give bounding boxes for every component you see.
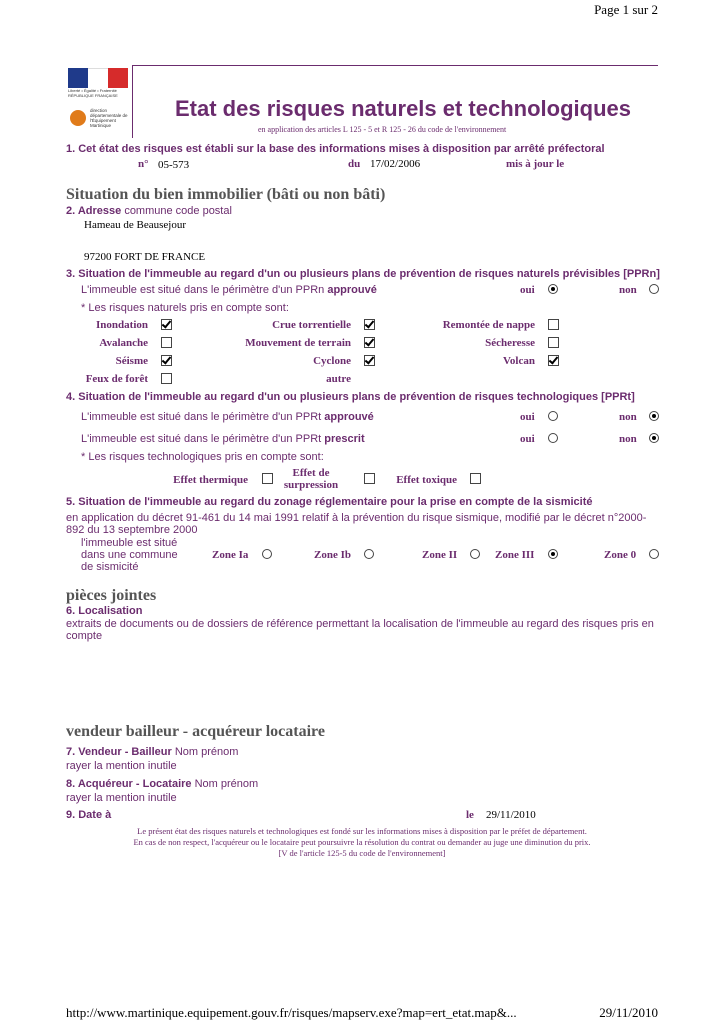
s1-maj-label: mis à jour le [506, 158, 565, 170]
page-title: Etat des risques naturels et technologiques [175, 96, 631, 121]
address-line-2: 97200 FORT DE FRANCE [84, 251, 206, 263]
effect-surpression: Effet de surpression [283, 467, 339, 491]
s6-text: extraits de documents ou de dossiers de référence permettant la localisation de l'immeuble au regard des risques pris en compte [66, 618, 654, 642]
s1-n-value: 05-573 [158, 159, 190, 171]
s3-oui-label: oui [520, 284, 535, 296]
risk-remontee-nappe: Remontée de nappe [442, 319, 535, 331]
risk-cyclone: Cyclone [313, 355, 351, 367]
seisme-checkbox[interactable] [161, 355, 172, 366]
s3-oui-radio[interactable] [548, 284, 558, 294]
secheresse-checkbox[interactable] [548, 337, 559, 348]
zone-ib-radio[interactable] [364, 549, 374, 559]
s8-sub: rayer la mention inutile [66, 792, 177, 804]
s4-question-1: L'immeuble est situé dans le périmètre d'un PPRt approuvé [81, 411, 374, 423]
mouvement-terrain-checkbox[interactable] [364, 337, 375, 348]
risk-crue-torrentielle: Crue torrentielle [272, 319, 351, 331]
risk-secheresse: Sécheresse [485, 337, 535, 349]
zone-0-label: Zone 0 [604, 549, 637, 561]
s9-date: 29/11/2010 [486, 809, 536, 821]
s7-vendeur: 7. Vendeur - Bailleur Nom prénom [66, 746, 239, 758]
zone-ii-label: Zone II [422, 549, 458, 561]
avalanche-checkbox[interactable] [161, 337, 172, 348]
legal-notice: Le présent état des risques naturels et technologiques est fondé sur les informations mises à disposition par le préfet de département. En cas de non respect, l'acquéreur ou le locataire peut poursuivre la résolution du contrat ou demander au juge une diminution du prix. [V de l'article 125-5 du code de l'environnement] [133, 826, 591, 858]
s2-address: 2. Adresse commune code postal [66, 205, 232, 217]
zone-iii-label: Zone III [495, 549, 535, 561]
s4-q2-non-label: non [619, 433, 637, 445]
s3-question: L'immeuble est situé dans le périmètre d'un PPRn approuvé [81, 284, 377, 296]
s9-le-label: le [466, 809, 474, 821]
s9-label: 9. Date à [66, 809, 112, 821]
address-line-1: Hameau de Beausejour [84, 219, 187, 231]
feux-foret-checkbox[interactable] [161, 373, 172, 384]
s3-non-label: non [619, 284, 637, 296]
header-vline [132, 65, 133, 138]
risk-volcan: Volcan [503, 355, 535, 367]
effect-thermique: Effet thermique [173, 474, 248, 486]
zone-ia-radio[interactable] [262, 549, 272, 559]
pieces-title: pièces jointes [66, 587, 157, 604]
crue-torrentielle-checkbox[interactable] [364, 319, 375, 330]
s4-q1-oui-label: oui [520, 411, 535, 423]
zone-ia-label: Zone Ia [212, 549, 249, 561]
s3-list-label: * Les risques naturels pris en compte sont: [81, 302, 289, 314]
s4-question-2: L'immeuble est situé dans le périmètre d'un PPRt prescrit [81, 433, 365, 445]
zone-ib-label: Zone Ib [314, 549, 351, 561]
s5-situe: l'immeuble est situé dans une commune de sismicité [81, 537, 178, 573]
header-line [132, 65, 658, 66]
s4-q1-non-radio[interactable] [649, 411, 659, 421]
zone-ii-radio[interactable] [470, 549, 480, 559]
s3-non-radio[interactable] [649, 284, 659, 294]
s1-du-label: du [348, 158, 361, 170]
page-subtitle: en application des articles L 125 - 5 et R 125 - 26 du code de l'environnement [258, 125, 507, 134]
footer-date: 29/11/2010 [599, 1005, 658, 1020]
s4-q1-non-label: non [619, 411, 637, 423]
s7-sub: rayer la mention inutile [66, 760, 177, 772]
s4-q2-non-radio[interactable] [649, 433, 659, 443]
vendeur-title: vendeur bailleur - acquéreur locataire [66, 723, 325, 740]
s4-q2-oui-radio[interactable] [548, 433, 558, 443]
risk-seisme: Séisme [115, 355, 148, 367]
zone-iii-radio[interactable] [548, 549, 558, 559]
cyclone-checkbox[interactable] [364, 355, 375, 366]
s1-n-label: n° [138, 158, 149, 170]
risk-avalanche: Avalanche [99, 337, 148, 349]
effect-toxique: Effet toxique [396, 474, 457, 486]
risk-autre: autre [326, 373, 351, 385]
situation-title: Situation du bien immobilier (bâti ou non bâti) [66, 186, 386, 203]
s1-du-value: 17/02/2006 [370, 158, 421, 170]
risk-mouvement-terrain: Mouvement de terrain [245, 337, 351, 349]
s6-label: 6. Localisation [66, 605, 143, 617]
s8-acquereur: 8. Acquéreur - Locataire Nom prénom [66, 778, 259, 790]
inondation-checkbox[interactable] [161, 319, 172, 330]
zone-0-radio[interactable] [649, 549, 659, 559]
s4-label: 4. Situation de l'immeuble au regard d'un ou plusieurs plans de prévention de risques technologiques [PPRt] [66, 391, 635, 403]
effet-toxique-checkbox[interactable] [470, 473, 481, 484]
s5-label: 5. Situation de l'immeuble au regard du zonage réglementaire pour la prise en compte de la sismicité [66, 496, 593, 508]
s4-list-label: * Les risques technologiques pris en compte sont: [81, 451, 324, 463]
risk-inondation: Inondation [96, 319, 148, 331]
s5-text: en application du décret 91-461 du 14 mai 1991 relatif à la prévention du risque sismique, modifié par le décret n°2000-892 du 13 septembre 2000 [66, 512, 647, 536]
effet-surpression-checkbox[interactable] [364, 473, 375, 484]
s4-q1-oui-radio[interactable] [548, 411, 558, 421]
s4-q2-oui-label: oui [520, 433, 535, 445]
page-number: Page 1 sur 2 [594, 2, 658, 17]
republique-logo: Liberté • Égalité • Fraternité RÉPUBLIQUE FRANÇAISE [68, 68, 130, 130]
s1-label: 1. Cet état des risques est établi sur la base des informations mises à disposition par arrêté préfectoral [66, 143, 605, 155]
footer-url[interactable]: http://www.martinique.equipement.gouv.fr/risques/mapserv.exe?map=ert_etat.map&... [66, 1005, 517, 1020]
volcan-checkbox[interactable] [548, 355, 559, 366]
dde-logo: direction départementale de l'Équipement Martinique [68, 108, 130, 138]
risk-feux-foret: Feux de forêt [85, 373, 148, 385]
s3-label: 3. Situation de l'immeuble au regard d'un ou plusieurs plans de prévention de risques naturels prévisibles [PPRn] [66, 268, 660, 280]
remontee-nappe-checkbox[interactable] [548, 319, 559, 330]
